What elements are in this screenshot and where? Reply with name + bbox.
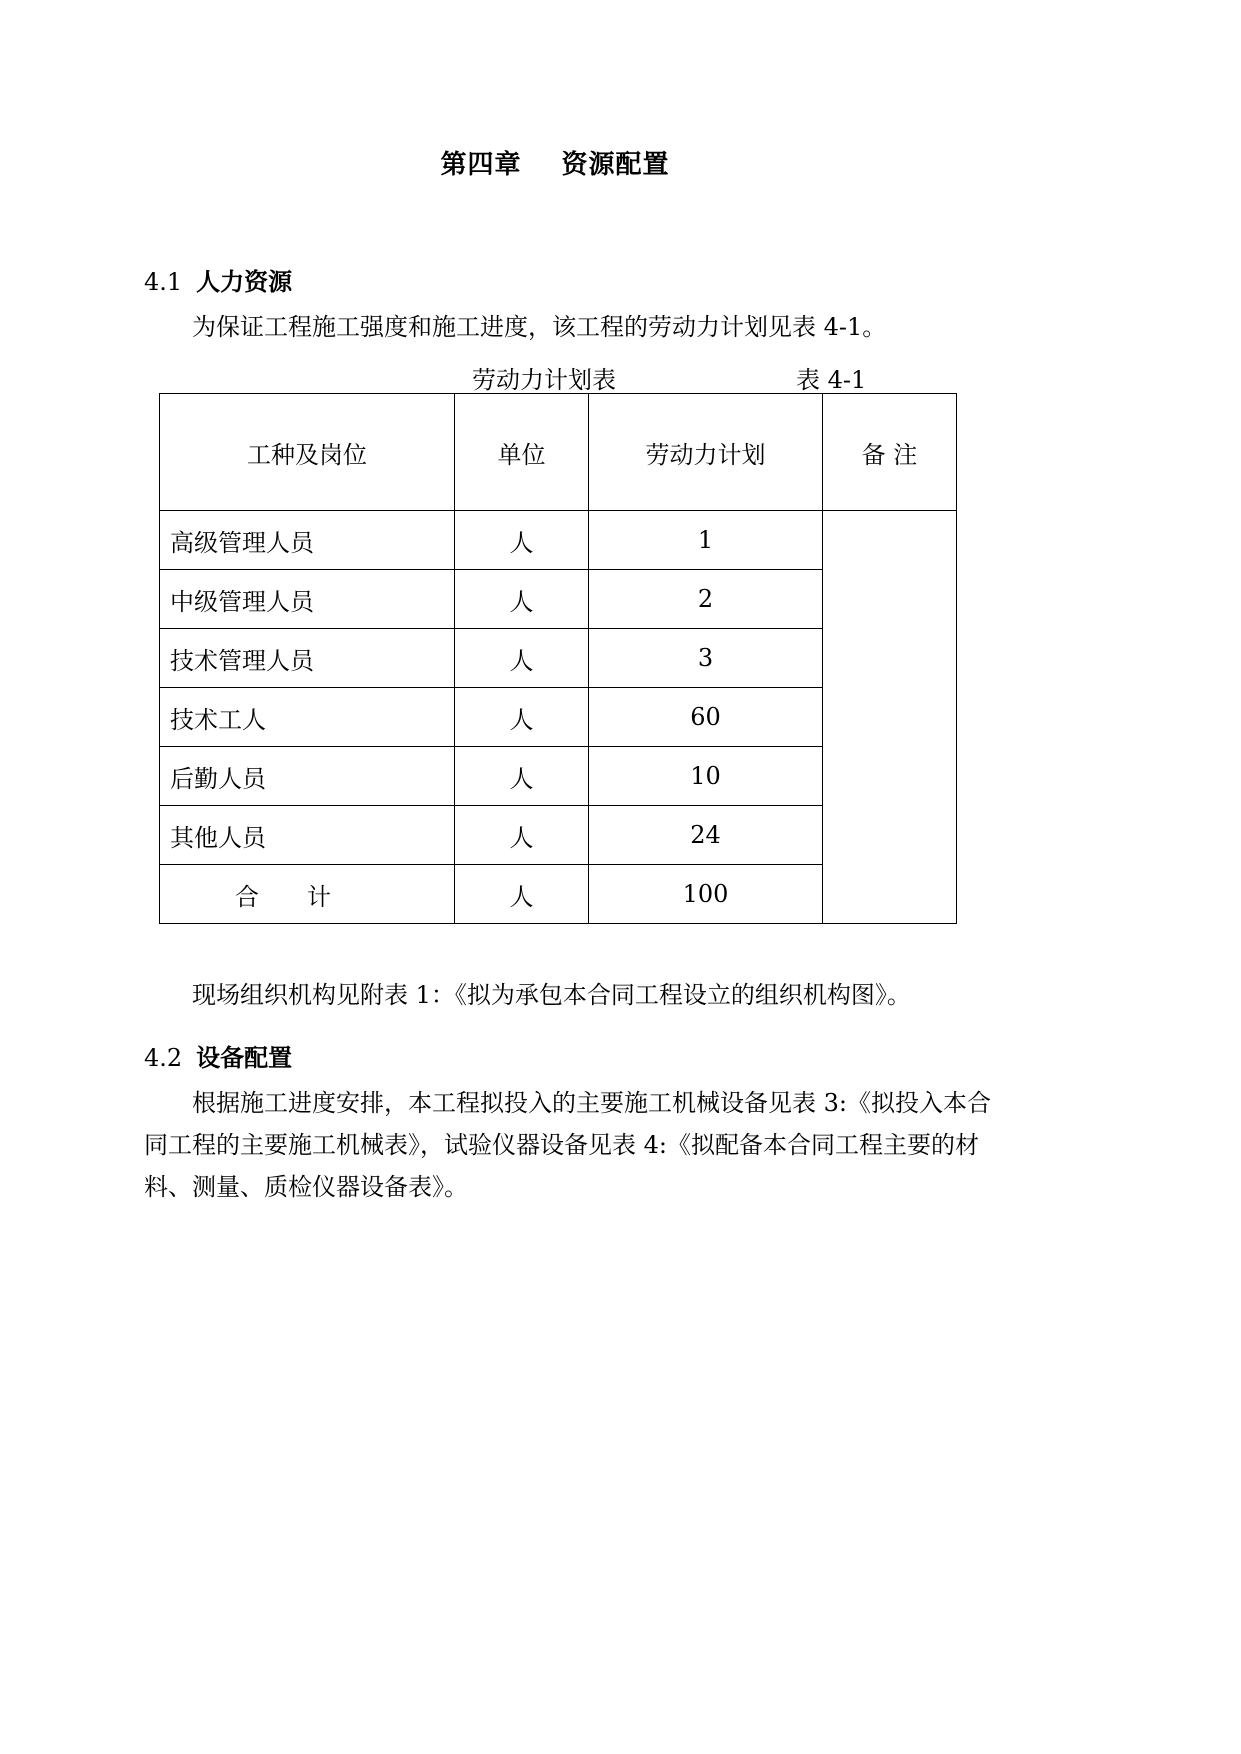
table-header-row [160,394,957,511]
total-label: 合计 [235,882,379,911]
row-count: 1 [589,511,823,570]
row-unit: 人 [455,747,589,806]
section-title: 人力资源 [196,268,293,296]
row-unit: 人 [455,629,589,688]
row-role: 其他人员 [160,806,455,865]
total-unit: 人 [455,865,589,924]
table-title: 劳动力计划表 [472,366,616,394]
row-count: 24 [589,806,823,865]
row-count: 60 [589,688,823,747]
section-number: 4.1 [144,268,183,296]
row-role: 技术工人 [160,688,455,747]
section-heading-4-2 [144,1038,292,1073]
labor-plan-table [159,393,957,924]
row-unit: 人 [455,511,589,570]
row-count: 2 [589,570,823,629]
chapter-title [0,144,1110,181]
labor-intro-paragraph: 为保证工程施工强度和施工进度，该工程的劳动力计划见表 4-1。 [192,313,887,341]
table-number: 表 4-1 [796,366,867,394]
header-plan: 劳动力计划 [589,394,823,511]
row-role: 高级管理人员 [160,511,455,570]
table-row [160,511,957,570]
row-role: 技术管理人员 [160,629,455,688]
note-cell [823,511,957,924]
row-unit: 人 [455,688,589,747]
section-title: 设备配置 [196,1044,293,1072]
chapter-name: 资源配置 [561,150,670,180]
row-role: 后勤人员 [160,747,455,806]
org-structure-note: 现场组织机构见附表 1：《拟为承包本合同工程设立的组织机构图》。 [192,981,911,1009]
row-count: 10 [589,747,823,806]
total-label-cell [160,865,455,924]
row-unit: 人 [455,570,589,629]
section-heading-4-1 [144,262,292,297]
chapter-number: 第四章 [440,150,522,180]
total-count: 100 [589,865,823,924]
row-count: 3 [589,629,823,688]
equipment-paragraph: 根据施工进度安排，本工程拟投入的主要施工机械设备见表 3:《拟投入本合同工程的主要施工机械表》，试验仪器设备见表 4:《拟配备本合同工程主要的材料、测量、质检仪器设备表》。 [144,1089,991,1201]
row-role: 中级管理人员 [160,570,455,629]
header-role: 工种及岗位 [160,394,455,511]
section-number: 4.2 [144,1044,183,1072]
header-unit: 单位 [455,394,589,511]
header-note: 备 注 [823,394,957,511]
row-unit: 人 [455,806,589,865]
